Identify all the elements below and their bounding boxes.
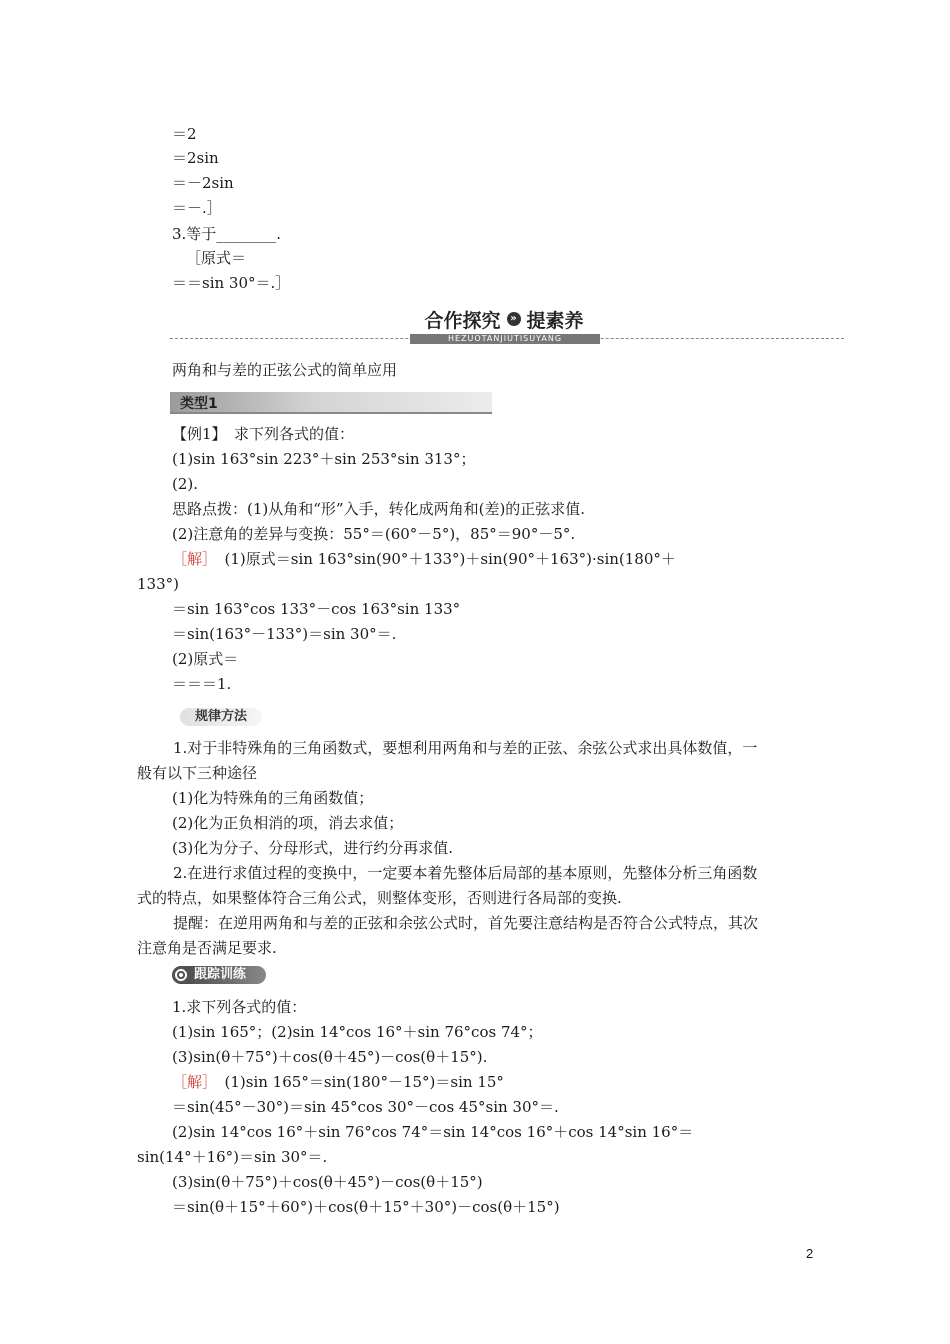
method-line: 注意角是否满足要求. bbox=[137, 939, 277, 957]
chevron-right-icon: » bbox=[507, 312, 521, 326]
method-line: (1)化为特殊角的三角函数值； bbox=[172, 789, 374, 807]
track-tag-label: 跟踪训练 bbox=[194, 967, 247, 982]
track-line: sin(14°＋16°)＝sin 30°＝. bbox=[137, 1148, 328, 1166]
solution-line: ＝sin(163°－133°)＝sin 30°＝. bbox=[172, 625, 397, 643]
example-part: (1)sin 163°sin 223°＋sin 253°sin 313°； bbox=[172, 450, 476, 468]
method-line: 1.对于非特殊角的三角函数式，要想利用两角和与差的正弦、余弦公式求出具体数值，一 bbox=[158, 739, 758, 757]
equation-line: ＝－.］ bbox=[172, 199, 222, 217]
section-title: 两角和与差的正弦公式的简单应用 bbox=[172, 361, 398, 379]
method-line: 般有以下三种途径 bbox=[137, 764, 258, 782]
type-tag-label: 类型1 bbox=[180, 396, 218, 412]
solution-text: (1)原式＝sin 163°sin(90°＋133°)＋sin(90°＋163°)·sin(180°＋ bbox=[209, 550, 676, 568]
track-line: (3)sin(θ＋75°)＋cos(θ＋45°)－cos(θ＋15°). bbox=[172, 1048, 488, 1066]
example-part: (2). bbox=[172, 475, 199, 493]
method-line: 提醒：在逆用两角和与差的正弦和余弦公式时，首先要注意结构是否符合公式特点，其次 bbox=[158, 914, 759, 932]
question-3-result: ＝＝sin 30°＝.］ bbox=[172, 274, 291, 292]
track-line: (1)sin 165°；(2)sin 14°cos 16°＋sin 76°cos 74°； bbox=[172, 1023, 543, 1041]
solution-line: ＝＝＝1. bbox=[172, 675, 232, 693]
equation-line: ＝2 bbox=[172, 125, 197, 143]
method-line: 2.在进行求值过程的变换中，一定要本着先整体后局部的基本原则，先整体分析三角函数 bbox=[158, 864, 758, 882]
method-line: 式的特点，如果整体符合三角公式，则整体变形，否则进行各局部的变换. bbox=[137, 889, 622, 907]
solution-line bbox=[172, 549, 676, 569]
solution-line: 133°) bbox=[137, 575, 179, 593]
track-line: (3)sin(θ＋75°)＋cos(θ＋45°)－cos(θ＋15°) bbox=[172, 1173, 483, 1191]
question-3: 3.等于________. bbox=[172, 225, 282, 243]
method-line: (2)化为正负相消的项，消去求值； bbox=[172, 814, 404, 832]
question-3-solution: ［原式＝ bbox=[186, 249, 247, 267]
method-line: (3)化为分子、分母形式，进行约分再求值. bbox=[172, 839, 454, 857]
example-heading: 【例1】 求下列各式的值： bbox=[172, 425, 355, 443]
banner-title bbox=[412, 306, 596, 332]
banner-subtitle: HEZUOTANJIUTISUYANG bbox=[410, 334, 600, 344]
track-solution-line bbox=[172, 1072, 504, 1092]
track-line: (2)sin 14°cos 16°＋sin 76°cos 74°＝sin 14°cos 16°＋cos 14°sin 16°＝ bbox=[172, 1123, 694, 1141]
type-tag bbox=[170, 392, 492, 414]
solution-tag: ［解］ bbox=[172, 1073, 210, 1091]
method-tag: 规律方法 bbox=[180, 708, 262, 726]
solution-line: ＝sin 163°cos 133°－cos 163°sin 133° bbox=[172, 600, 461, 618]
hint-line: 思路点拨：(1)从角和“形”入手，转化成两角和(差)的正弦求值. bbox=[172, 500, 586, 518]
track-line: ＝sin(θ＋15°＋60°)＋cos(θ＋15°＋30°)－cos(θ＋15°) bbox=[172, 1198, 560, 1216]
solution-tag: ［解］ bbox=[172, 550, 210, 568]
track-tag bbox=[172, 966, 266, 984]
section-banner bbox=[170, 306, 844, 346]
page-number: 2 bbox=[806, 1246, 814, 1261]
solution-text: (1)sin 165°＝sin(180°－15°)＝sin 15° bbox=[209, 1073, 504, 1091]
banner-title-right: 提素养 bbox=[526, 309, 584, 332]
hint-line: (2)注意角的差异与变换：55°＝(60°－5°)，85°＝90°－5°. bbox=[172, 525, 576, 543]
equation-line: ＝－2sin bbox=[172, 174, 234, 192]
track-line: 1.求下列各式的值： bbox=[172, 998, 307, 1016]
target-icon bbox=[173, 967, 189, 983]
banner-title-left: 合作探究 bbox=[424, 309, 501, 332]
equation-line: ＝2sin bbox=[172, 149, 219, 167]
track-line: ＝sin(45°－30°)＝sin 45°cos 30°－cos 45°sin 30°＝. bbox=[172, 1098, 559, 1116]
solution-line: (2)原式＝ bbox=[172, 650, 239, 668]
